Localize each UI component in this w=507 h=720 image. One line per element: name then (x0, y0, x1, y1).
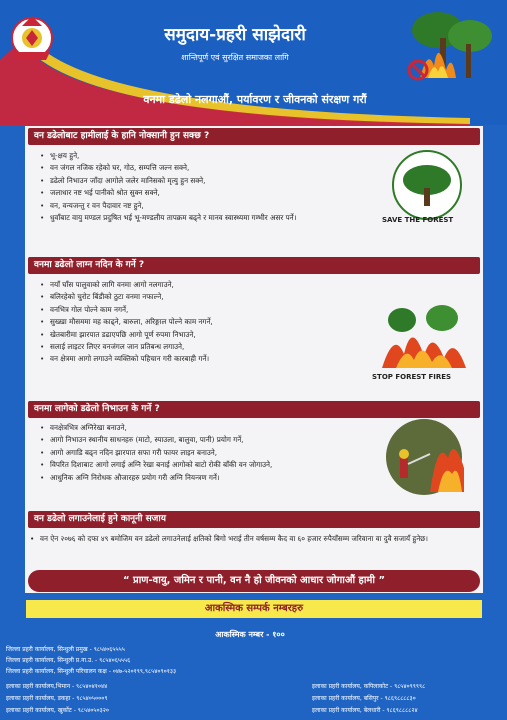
stop-fires-caption: STOP FOREST FIRES (372, 373, 452, 381)
list-item: • जलाधार नष्ट भई पानीको श्रोत सुक्न सक्ने, (38, 187, 296, 199)
section-heading-extinguish: वनमा लागेको डढेलो निभाउन के गर्ने ? (28, 401, 480, 418)
list-item: • वनक्षेत्रभित्र अग्निरेखा बनाउने, (38, 422, 272, 434)
list-item: • डढेलो निभाउन जाँदा आगोले जलेर मानिसको मृत्यु हुन सक्ने, (38, 175, 296, 187)
stop-forest-fire-icon (372, 300, 476, 370)
list-item: • वनभित्र गोल पोल्ने काम नगर्ने, (38, 304, 213, 316)
firefighter-icon (380, 418, 468, 496)
contact-line: जिल्ला प्रहरी कार्यालय, सिन्धुली प्र.ना.उ. - ९८५४०६५५५६ (6, 657, 131, 664)
section-heading-penalty: वन डढेलो लगाउनेलाई हुने कानूनी सजाय (28, 511, 480, 528)
section-heading-damage: वन डढेलोबाट हामीलाई के हानि नोक्सानी हुन सक्छ ? (28, 128, 480, 145)
contact-line: इलाका प्रहरी कार्यालय, बसिपुर - ९८६९८८८८३० (312, 695, 416, 702)
contact-line: इलाका प्रहरी कार्यालय,भिमान - ९८५४०४१०४४ (6, 683, 108, 690)
page-title: समुदाय-प्रहरी साझेदारी (164, 25, 306, 45)
list-item: • आगो निभाउन स्थानीय साधनहरु (माटो, स्याउला, बालुवा, पानी) प्रयोग गर्ने, (38, 434, 272, 446)
emergency-number: आकस्मिक नम्बर - १०० (215, 630, 285, 639)
extinguish-list (38, 422, 272, 484)
list-item: • सुख्खा मौसममा मह काढ्ने, बारुला, अरिङ्गाल पोल्ने काम नगर्ने, (38, 316, 213, 328)
list-item: • वन क्षेत्रमा आगो लगाउने व्यक्तिको पहिचान गरी कारबाही गर्ने। (38, 353, 213, 365)
contact-line: जिल्ला प्रहरी कार्यालय, सिन्धुली प्रमुख - ९८५४०६५५५५ (6, 646, 125, 653)
list-item: • भू-क्षय हुने, (38, 150, 296, 162)
quote-banner: “ प्राण-वायु, जमिन र पानी, वन नै हो जीवनको आधार जोगाऔं हामी ” (28, 570, 480, 592)
contact-line: जिल्ला प्रहरी कार्यालय, सिन्धुली परिचालन कक्ष - ०४७-५२०१९९,९८५४०९०१३३ (6, 668, 177, 675)
emergency-heading: आकस्मिक सम्पर्क नम्बरहरु (26, 600, 482, 618)
tagline: वनमा डढेलो नलगाऔं, पर्यावरण र जीवनको संरक्षण गरौं (143, 93, 367, 106)
police-emblem-icon (8, 8, 56, 66)
bullet-icon: • (30, 534, 35, 543)
list-item: • सलाई लाइटर लिएर वनजंगल जान प्रतिबन्ध लगाउने, (38, 341, 213, 353)
list-item: • धुवाँबाट वायु मण्डल प्रदुषित भई भू-मण्डलीय तापक्रम बढ्ने र मानव स्वास्थ्यमा गम्भीर असर पर्ने। (38, 212, 296, 224)
list-item: • आगो अगाडि बढ्न नदिन झारपात सफा गरी फायर लाइन बनाउने, (38, 447, 272, 459)
contact-line: इलाका प्रहरी कार्यालय, डकहा - ९८५४०५०००९ (6, 695, 108, 702)
prevention-list (38, 279, 213, 366)
list-item: • वन, वन्यजन्तु र वन पैदावार नष्ट हुने, (38, 200, 296, 212)
contact-line: इलाका प्रहरी कार्यालय, खुर्कोट - ९८५४०५०३२० (6, 707, 109, 714)
save-forest-tree-icon (388, 150, 466, 220)
contact-line: इलाका प्रहरी कार्यालय, बेलधारी - ९८६९८८८८२४ (312, 707, 418, 714)
list-item: • वन जंगल नजिक रहेको घर, गोठ, सम्पत्ति जल्न सक्ने, (38, 162, 296, 174)
contact-line: इलाका प्रहरी कार्यालय, कपिलाकोट - ९८५४०९९९९८ (312, 683, 426, 690)
page-subtitle: शान्तिपूर्ण एवं सुरक्षित समाजका लागि (181, 53, 289, 62)
list-item: • विपरित दिशाबाट आगो लगाई अग्नि रेखा बनाई आगोको बाटो रोकी बाँकी वन जोगाउने, (38, 459, 272, 471)
list-item: • नयाँ घाँस पालुवाको लागि वनमा आगो नलगाउने, (38, 279, 213, 291)
damage-list (38, 150, 296, 224)
save-forest-caption: SAVE THE FOREST (382, 216, 454, 224)
penalty-text: • वन ऐन २०७६ को दफा ४९ बमोजिम वन डढेलो लगाउनेलाई क्षतिको बिगो भराई तीन वर्षसम्म कैद वा ६० हजार रुपैयाँसम्म जरिवाना वा दुवै सजायँ हुनेछ। (30, 534, 428, 543)
section-heading-prevention: वनमा डढेलो लाग्न नदिन के गर्ने ? (28, 257, 480, 274)
burning-tree-icon (400, 8, 500, 90)
list-item: • बलिरहेको चुरोट बिंडीको ठुटा वनमा नफाल्ने, (38, 291, 213, 303)
list-item: • आधुनिक अग्नि निरोधक औजारहरु प्रयोग गरी अग्नि नियन्त्रण गर्ने। (38, 472, 272, 484)
list-item: • खेतबारीमा झारपात डढाएपछि आगो पूर्ण रुपमा निभाउने, (38, 329, 213, 341)
